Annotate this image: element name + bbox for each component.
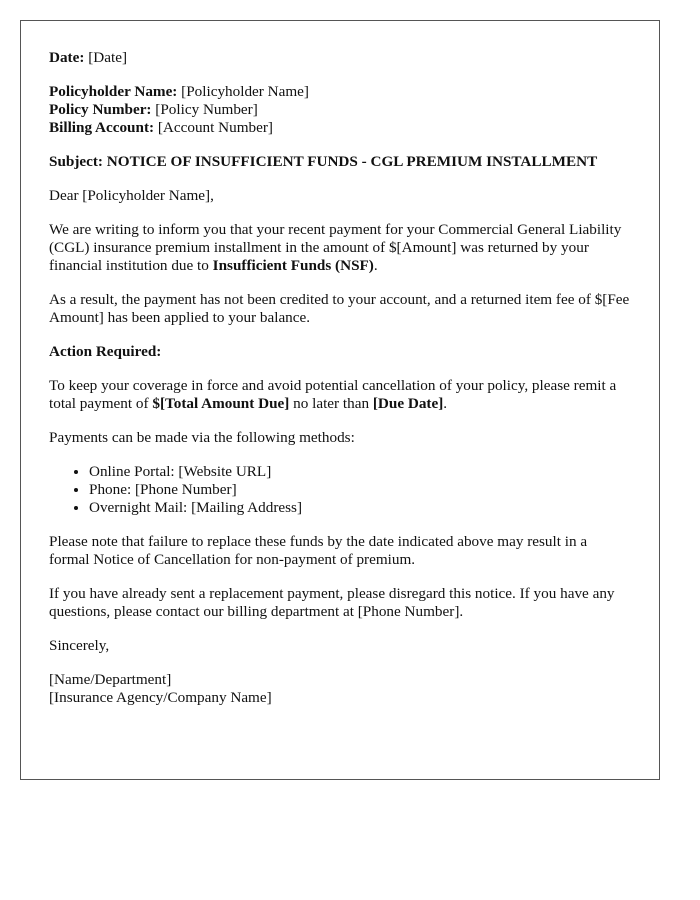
paragraph-returned-payment: [49, 221, 631, 275]
subject-line: [49, 153, 631, 171]
closing: Sincerely,: [49, 637, 110, 654]
policyholder-line: [49, 83, 631, 101]
paragraph-fee: As a result, the payment has not been credited to your account, and a returned item fee of $[Fee Amount] has been applied to your balance.: [49, 291, 630, 326]
paragraph-payment-due: [49, 377, 631, 413]
subject-text: NOTICE OF INSUFFICIENT FUNDS - CGL PREMIUM INSTALLMENT: [106, 153, 598, 170]
signature-company: [Insurance Agency/Company Name]: [49, 689, 272, 706]
payment-due-text-2: no later than: [289, 395, 373, 412]
salutation: Dear [Policyholder Name],: [49, 187, 214, 204]
action-heading: [49, 343, 631, 361]
nsf-emphasis: Insufficient Funds (NSF): [212, 257, 374, 274]
total-amount-due: $[Total Amount Due]: [152, 395, 290, 412]
methods-intro: Payments can be made via the following methods:: [49, 429, 355, 446]
policyholder-value: [Policyholder Name]: [181, 83, 309, 100]
paragraph-returned-payment-end: .: [373, 257, 378, 274]
billing-account-value: [Account Number]: [157, 119, 273, 136]
billing-account-line: [49, 119, 631, 137]
action-heading-text: Action Required:: [49, 343, 162, 360]
list-item: • Phone: [Phone Number]: [89, 481, 631, 499]
date-label: Date:: [49, 49, 85, 66]
letter-document: [20, 20, 660, 780]
date-line: [49, 49, 631, 67]
paragraph-cancellation-warning: Please note that failure to replace these funds by the date indicated above may result in a formal Notice of Cancellation for non-payment of premium.: [49, 533, 588, 568]
policy-number-line: [49, 101, 631, 119]
date-value: [Date]: [88, 49, 128, 66]
payment-due-end: .: [443, 395, 448, 412]
policy-number-value: [Policy Number]: [155, 101, 258, 118]
policy-info-block: [49, 83, 631, 137]
payment-methods-list: [49, 463, 631, 517]
billing-account-label: Billing Account:: [49, 119, 155, 136]
signature-name: [Name/Department]: [49, 671, 172, 688]
subject-label: Subject:: [49, 153, 103, 170]
payment-due-text-1: To keep your coverage in force and avoid potential cancellation of your policy, please remit a total payment of: [49, 377, 617, 412]
signature-block: [49, 671, 631, 707]
policyholder-label: Policyholder Name:: [49, 83, 178, 100]
due-date: [Due Date]: [372, 395, 444, 412]
policy-number-label: Policy Number:: [49, 101, 152, 118]
paragraph-returned-payment-text: We are writing to inform you that your recent payment for your Commercial General Liability (CGL) insurance premium installment in the amount of $[Amount] was returned by your financial institution due to: [49, 221, 622, 274]
list-item: • Overnight Mail: [Mailing Address]: [89, 499, 631, 517]
paragraph-contact: If you have already sent a replacement payment, please disregard this notice. If you have any questions, please contact our billing department at [Phone Number].: [49, 585, 615, 620]
list-item: • Online Portal: [Website URL]: [89, 463, 631, 481]
